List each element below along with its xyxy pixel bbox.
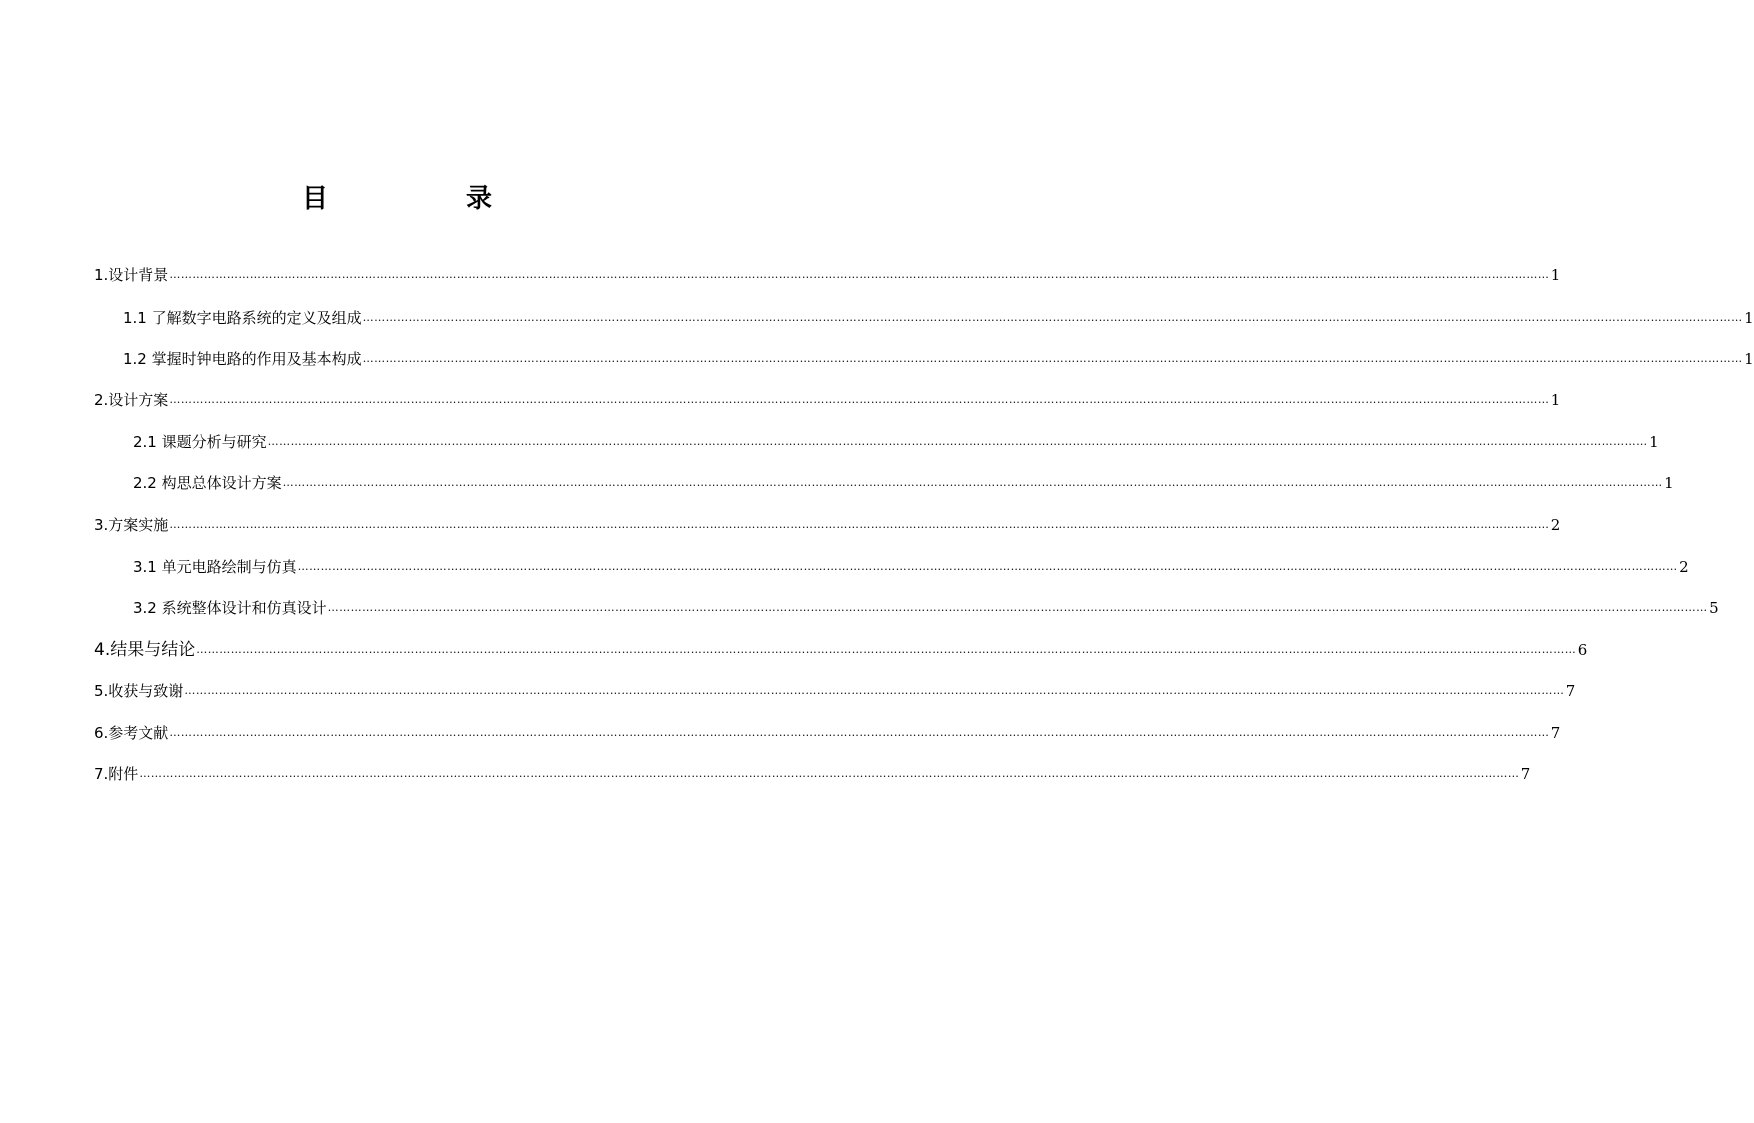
toc-leader-dots: ………………………………………………………………………………………………………………………………………………………………………………………………………………………………………………………………………………………………………………………………	[169, 268, 1550, 281]
toc-page-number: 1	[1550, 266, 1561, 284]
toc-leader-dots: ………………………………………………………………………………………………………………………………………………………………………………………………………………………………………………………………………………………………………………………………	[267, 435, 1648, 448]
toc-entry-text: 3.2 系统整体设计和仿真设计	[133, 599, 327, 617]
toc-leader-dots: ………………………………………………………………………………………………………………………………………………………………………………………………………………………………………………………………………………………………………………………………	[184, 684, 1565, 697]
toc-entry-text: 1.设计背景	[94, 266, 169, 284]
toc-entry-text: 2.1 课题分析与研究	[133, 433, 267, 451]
toc-page-number: 7	[1565, 682, 1576, 700]
toc-page-number: 2	[1550, 516, 1561, 534]
toc-leader-dots: ………………………………………………………………………………………………………………………………………………………………………………………………………………………………………………………………………………………………………………………………	[169, 518, 1550, 531]
toc-entry[interactable]	[94, 389, 1561, 411]
toc-entry-text: 5.收获与致谢	[94, 682, 184, 700]
toc-entry[interactable]	[133, 431, 1659, 453]
toc-leader-dots: ………………………………………………………………………………………………………………………………………………………………………………………………………………………………………………………………………………………………………………………………	[297, 560, 1678, 573]
toc-entry-text: 7.附件	[94, 765, 139, 783]
toc-page-number: 7	[1520, 765, 1531, 783]
toc-page-number: 1	[1649, 433, 1659, 451]
toc-entry-text: 2.2 构思总体设计方案	[133, 474, 282, 492]
toc-entry-text: 4.结果与结论	[94, 640, 196, 660]
toc-entry[interactable]	[94, 722, 1561, 744]
toc-entry-text: 3.方案实施	[94, 516, 169, 534]
toc-entry[interactable]	[133, 597, 1719, 619]
toc-entry[interactable]	[133, 556, 1689, 578]
toc-page-number: 1	[1744, 350, 1754, 368]
toc-entry[interactable]	[123, 307, 1754, 329]
toc-entry-text: 2.设计方案	[94, 391, 169, 409]
toc-leader-dots: ………………………………………………………………………………………………………………………………………………………………………………………………………………………………………………………………………………………………………………………………	[139, 767, 1520, 780]
toc-entry[interactable]	[94, 514, 1561, 536]
toc-entry-text: 1.2 掌握时钟电路的作用及基本构成	[123, 350, 362, 368]
toc-leader-dots: ………………………………………………………………………………………………………………………………………………………………………………………………………………………………………………………………………………………………………………………………	[362, 311, 1743, 324]
toc-entry[interactable]	[94, 763, 1531, 785]
toc-entry-text: 1.1 了解数字电路系统的定义及组成	[123, 309, 362, 327]
toc-leader-dots: ………………………………………………………………………………………………………………………………………………………………………………………………………………………………………………………………………………………………………………………………	[169, 393, 1550, 406]
toc-leader-dots: ………………………………………………………………………………………………………………………………………………………………………………………………………………………………………………………………………………………………………………………………	[327, 601, 1708, 614]
toc-page-number: 1	[1664, 474, 1674, 492]
toc-page-number: 6	[1577, 641, 1588, 659]
toc-entry-text: 6.参考文献	[94, 724, 169, 742]
toc-page-number: 2	[1679, 558, 1689, 576]
toc-leader-dots: ………………………………………………………………………………………………………………………………………………………………………………………………………………………………………………………………………………………………………………………………	[196, 643, 1577, 656]
toc-entry-text: 3.1 单元电路绘制与仿真	[133, 558, 297, 576]
toc-entry[interactable]	[94, 680, 1576, 702]
toc-entry[interactable]	[94, 639, 1588, 661]
toc-entry[interactable]	[123, 348, 1754, 370]
toc-page-number: 5	[1709, 599, 1719, 617]
toc-leader-dots: ………………………………………………………………………………………………………………………………………………………………………………………………………………………………………………………………………………………………………………………………	[169, 726, 1550, 739]
toc-page-number: 1	[1550, 391, 1561, 409]
toc-entry[interactable]	[94, 264, 1561, 286]
toc-page-number: 7	[1550, 724, 1561, 742]
toc-title: 目 录	[301, 184, 548, 214]
toc-entry[interactable]	[133, 472, 1674, 494]
toc-page-number: 1	[1744, 309, 1754, 327]
toc-leader-dots: ………………………………………………………………………………………………………………………………………………………………………………………………………………………………………………………………………………………………………………………………	[282, 476, 1663, 489]
toc-leader-dots: ………………………………………………………………………………………………………………………………………………………………………………………………………………………………………………………………………………………………………………………………	[362, 352, 1743, 365]
